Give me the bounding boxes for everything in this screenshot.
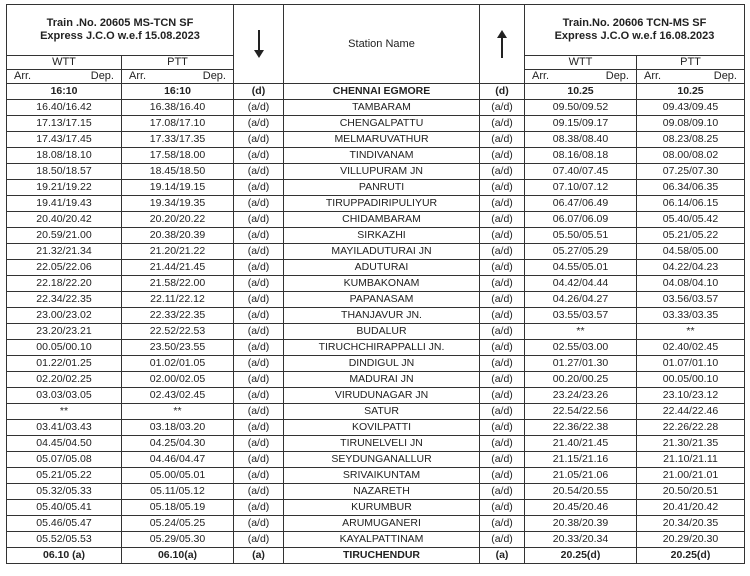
left-ptt-time: 01.02/01.05 [122, 356, 234, 372]
table-row [7, 116, 745, 132]
right-arr-dep-code: (a/d) [480, 292, 525, 308]
left-title-line2: Express J.C.O w.e.f 15.08.2023 [40, 30, 200, 42]
right-ptt-time: 08.23/08.25 [637, 132, 745, 148]
left-ptt-time: 19.14/19.15 [122, 180, 234, 196]
left-wtt-time: 23.00/23.02 [7, 308, 122, 324]
left-arr-dep-code: (a/d) [234, 164, 284, 180]
right-arr-dep-code: (a/d) [480, 276, 525, 292]
table-row [7, 308, 745, 324]
right-wtt-time: 21.05/21.06 [525, 468, 637, 484]
station-name: CHENNAI EGMORE [284, 84, 480, 100]
right-arr-dep-code: (a/d) [480, 308, 525, 324]
station-name: THANJAVUR JN. [284, 308, 480, 324]
table-row [7, 84, 745, 100]
right-wtt-arrdep [525, 70, 637, 84]
right-train-title [525, 5, 745, 56]
right-arr-dep-code: (a/d) [480, 436, 525, 452]
left-arr-dep-code: (a/d) [234, 356, 284, 372]
right-arr-dep-code: (a/d) [480, 404, 525, 420]
left-ptt-time: 19.34/19.35 [122, 196, 234, 212]
right-arr-dep-code: (a/d) [480, 420, 525, 436]
station-name: MELMARUVATHUR [284, 132, 480, 148]
left-arr-dep-code: (a/d) [234, 180, 284, 196]
right-wtt-time: 07.40/07.45 [525, 164, 637, 180]
left-ptt-time: 16:10 [122, 84, 234, 100]
station-name: KUMBAKONAM [284, 276, 480, 292]
right-ptt-time: 21.00/21.01 [637, 468, 745, 484]
right-ptt-time: 20.25(d) [637, 548, 745, 564]
table-row [7, 548, 745, 564]
left-ptt-time: 21.20/21.22 [122, 244, 234, 260]
right-ptt-time: 20.41/20.42 [637, 500, 745, 516]
table-row [7, 228, 745, 244]
right-arr-dep-code: (a/d) [480, 212, 525, 228]
right-arr-dep-code: (a/d) [480, 116, 525, 132]
right-wtt-time: 23.24/23.26 [525, 388, 637, 404]
left-arr-dep-code: (a/d) [234, 324, 284, 340]
right-wtt-time: 20.54/20.55 [525, 484, 637, 500]
left-ptt-time: 16.38/16.40 [122, 100, 234, 116]
left-train-title [7, 5, 234, 56]
left-ptt-time: 22.11/22.12 [122, 292, 234, 308]
right-arr-dep-code: (a/d) [480, 164, 525, 180]
table-row [7, 164, 745, 180]
header-row [7, 5, 745, 56]
table-row [7, 436, 745, 452]
left-ptt-arrdep [122, 70, 234, 84]
left-wtt-time: 01.22/01.25 [7, 356, 122, 372]
left-ptt-time: 17.08/17.10 [122, 116, 234, 132]
right-wtt-time: 21.40/21.45 [525, 436, 637, 452]
right-arr-dep-code: (a/d) [480, 532, 525, 548]
left-wtt-time: 05.46/05.47 [7, 516, 122, 532]
left-wtt-time: 05.32/05.33 [7, 484, 122, 500]
right-wtt-time: 04.26/04.27 [525, 292, 637, 308]
right-wtt-time: 09.15/09.17 [525, 116, 637, 132]
right-arr-dep-code: (a) [480, 548, 525, 564]
table-row [7, 132, 745, 148]
left-ptt-time: 23.50/23.55 [122, 340, 234, 356]
right-wtt-time: 20.25(d) [525, 548, 637, 564]
left-wtt-time: 16:10 [7, 84, 122, 100]
right-ptt-time: 20.50/20.51 [637, 484, 745, 500]
station-name: VIRUDUNAGAR JN [284, 388, 480, 404]
right-arr-dep-code: (a/d) [480, 468, 525, 484]
left-ptt-time: 21.44/21.45 [122, 260, 234, 276]
left-arr-dep-code: (a/d) [234, 452, 284, 468]
left-ptt-time: 22.33/22.35 [122, 308, 234, 324]
left-arr-dep-code: (a/d) [234, 404, 284, 420]
right-wtt-time: 22.36/22.38 [525, 420, 637, 436]
left-arr-dep-code: (a/d) [234, 212, 284, 228]
right-arr-dep-code: (a/d) [480, 516, 525, 532]
table-row [7, 148, 745, 164]
right-wtt-time: 06.47/06.49 [525, 196, 637, 212]
right-ptt-time: 22.26/22.28 [637, 420, 745, 436]
table-row [7, 100, 745, 116]
right-ptt-time: 05.40/05.42 [637, 212, 745, 228]
station-name: TIRUCHCHIRAPPALLI JN. [284, 340, 480, 356]
left-arr-dep-code: (a/d) [234, 388, 284, 404]
right-title-line1: Train.No. 20606 TCN-MS SF [562, 17, 707, 29]
arr-label: Arr. [129, 70, 147, 82]
right-wtt-time: ** [525, 324, 637, 340]
right-arr-dep-code: (a/d) [480, 500, 525, 516]
right-arr-dep-code: (a/d) [480, 372, 525, 388]
left-wtt-time: 22.34/22.35 [7, 292, 122, 308]
right-wtt-time: 05.27/05.29 [525, 244, 637, 260]
right-arr-dep-code: (a/d) [480, 260, 525, 276]
left-ptt-time: 02.43/02.45 [122, 388, 234, 404]
left-arr-dep-code: (a/d) [234, 436, 284, 452]
station-name: KURUMBUR [284, 500, 480, 516]
station-name: TIRUPPADIRIPULIYUR [284, 196, 480, 212]
station-name: KAYALPATTINAM [284, 532, 480, 548]
right-ptt-time: 04.08/04.10 [637, 276, 745, 292]
right-ptt-time: 03.56/03.57 [637, 292, 745, 308]
right-wtt-time: 07.10/07.12 [525, 180, 637, 196]
left-ptt-time: 04.25/04.30 [122, 436, 234, 452]
left-wtt-time: 05.40/05.41 [7, 500, 122, 516]
left-wtt-label: WTT [7, 56, 122, 70]
station-name: KOVILPATTI [284, 420, 480, 436]
left-wtt-time: 19.21/19.22 [7, 180, 122, 196]
right-arr-dep-code: (a/d) [480, 388, 525, 404]
table-row [7, 356, 745, 372]
right-wtt-time: 01.27/01.30 [525, 356, 637, 372]
left-ptt-time: 17.33/17.35 [122, 132, 234, 148]
table-row [7, 404, 745, 420]
left-arr-dep-code: (a/d) [234, 500, 284, 516]
station-name: DINDIGUL JN [284, 356, 480, 372]
right-title-line2: Express J.C.O w.e.f 16.08.2023 [554, 30, 715, 42]
table-row [7, 180, 745, 196]
left-wtt-time: 05.07/05.08 [7, 452, 122, 468]
left-wtt-time: 17.13/17.15 [7, 116, 122, 132]
left-wtt-time: 22.05/22.06 [7, 260, 122, 276]
right-ptt-time: 21.10/21.11 [637, 452, 745, 468]
left-arr-dep-code: (a/d) [234, 516, 284, 532]
station-name: NAZARETH [284, 484, 480, 500]
left-ptt-time: 05.29/05.30 [122, 532, 234, 548]
left-ptt-label: PTT [122, 56, 234, 70]
right-wtt-time: 09.50/09.52 [525, 100, 637, 116]
left-arr-dep-code: (a/d) [234, 532, 284, 548]
right-ptt-time: 05.21/05.22 [637, 228, 745, 244]
arr-label: Arr. [644, 70, 662, 82]
left-arr-dep-code: (a/d) [234, 292, 284, 308]
left-arr-dep-code: (d) [234, 84, 284, 100]
station-name: TIRUCHENDUR [284, 548, 480, 564]
right-wtt-time: 22.54/22.56 [525, 404, 637, 420]
station-name: TAMBARAM [284, 100, 480, 116]
right-wtt-time: 08.16/08.18 [525, 148, 637, 164]
left-arr-dep-code: (a/d) [234, 468, 284, 484]
right-arr-dep-code: (a/d) [480, 244, 525, 260]
right-wtt-time: 10.25 [525, 84, 637, 100]
right-wtt-time: 04.55/05.01 [525, 260, 637, 276]
table-row [7, 292, 745, 308]
arrow-up-icon [496, 29, 508, 59]
left-wtt-arrdep [7, 70, 122, 84]
right-wtt-time: 20.33/20.34 [525, 532, 637, 548]
right-wtt-time: 21.15/21.16 [525, 452, 637, 468]
table-row [7, 324, 745, 340]
station-name: SRIVAIKUNTAM [284, 468, 480, 484]
station-name: MADURAI JN [284, 372, 480, 388]
table-row [7, 340, 745, 356]
right-arr-dep-code: (a/d) [480, 340, 525, 356]
right-ptt-time: 20.34/20.35 [637, 516, 745, 532]
station-name: SATUR [284, 404, 480, 420]
left-arr-dep-code: (a/d) [234, 308, 284, 324]
arr-label: Arr. [14, 70, 32, 82]
right-wtt-time: 00.20/00.25 [525, 372, 637, 388]
left-arr-dep-code: (a/d) [234, 148, 284, 164]
right-wtt-time: 05.50/05.51 [525, 228, 637, 244]
right-arr-dep-code: (a/d) [480, 100, 525, 116]
right-ptt-time: 22.44/22.46 [637, 404, 745, 420]
left-wtt-time: 05.52/05.53 [7, 532, 122, 548]
up-arrow-cell [480, 5, 525, 84]
left-arr-dep-code: (a/d) [234, 340, 284, 356]
right-ptt-time: 04.22/04.23 [637, 260, 745, 276]
station-name: TIRUNELVELI JN [284, 436, 480, 452]
left-arr-dep-code: (a/d) [234, 276, 284, 292]
right-ptt-time: 00.05/00.10 [637, 372, 745, 388]
left-ptt-time: 06.10(a) [122, 548, 234, 564]
table-row [7, 276, 745, 292]
table-row [7, 484, 745, 500]
dep-label: Dep. [605, 70, 629, 82]
timetable-body [7, 5, 745, 564]
table-row [7, 196, 745, 212]
left-wtt-time: ** [7, 404, 122, 420]
left-arr-dep-code: (a/d) [234, 228, 284, 244]
left-arr-dep-code: (a/d) [234, 372, 284, 388]
right-ptt-time: 06.14/06.15 [637, 196, 745, 212]
left-ptt-time: 20.20/20.22 [122, 212, 234, 228]
right-arr-dep-code: (d) [480, 84, 525, 100]
right-wtt-time: 06.07/06.09 [525, 212, 637, 228]
left-wtt-time: 03.41/03.43 [7, 420, 122, 436]
table-row [7, 244, 745, 260]
right-arr-dep-code: (a/d) [480, 132, 525, 148]
right-ptt-time: 09.08/09.10 [637, 116, 745, 132]
left-wtt-time: 18.50/18.57 [7, 164, 122, 180]
right-ptt-time: 09.43/09.45 [637, 100, 745, 116]
table-row [7, 212, 745, 228]
right-wtt-time: 20.45/20.46 [525, 500, 637, 516]
left-wtt-time: 04.45/04.50 [7, 436, 122, 452]
left-ptt-time: 05.24/05.25 [122, 516, 234, 532]
left-arr-dep-code: (a/d) [234, 260, 284, 276]
left-title-line1: Train .No. 20605 MS-TCN SF [46, 17, 194, 29]
table-row [7, 388, 745, 404]
right-arr-dep-code: (a/d) [480, 484, 525, 500]
station-name: PANRUTI [284, 180, 480, 196]
right-ptt-time: 07.25/07.30 [637, 164, 745, 180]
left-wtt-time: 05.21/05.22 [7, 468, 122, 484]
left-wtt-time: 06.10 (a) [7, 548, 122, 564]
left-ptt-time: 21.58/22.00 [122, 276, 234, 292]
left-wtt-time: 00.05/00.10 [7, 340, 122, 356]
arr-label: Arr. [532, 70, 550, 82]
right-ptt-arrdep [637, 70, 745, 84]
left-arr-dep-code: (a/d) [234, 132, 284, 148]
station-name-header: Station Name [284, 5, 480, 84]
left-wtt-time: 19.41/19.43 [7, 196, 122, 212]
station-name: SIRKAZHI [284, 228, 480, 244]
station-name: SEYDUNGANALLUR [284, 452, 480, 468]
right-arr-dep-code: (a/d) [480, 228, 525, 244]
timetable-sheet [6, 4, 745, 564]
left-arr-dep-code: (a/d) [234, 244, 284, 260]
left-wtt-time: 20.40/20.42 [7, 212, 122, 228]
left-arr-dep-code: (a/d) [234, 116, 284, 132]
table-row [7, 372, 745, 388]
left-wtt-time: 02.20/02.25 [7, 372, 122, 388]
right-arr-dep-code: (a/d) [480, 452, 525, 468]
left-ptt-time: ** [122, 404, 234, 420]
arrow-down-icon [253, 29, 265, 59]
left-ptt-time: 20.38/20.39 [122, 228, 234, 244]
left-ptt-time: 05.18/05.19 [122, 500, 234, 516]
timetable [6, 4, 745, 564]
table-row [7, 500, 745, 516]
right-ptt-time: ** [637, 324, 745, 340]
right-arr-dep-code: (a/d) [480, 180, 525, 196]
down-arrow-cell [234, 5, 284, 84]
station-name: CHIDAMBARAM [284, 212, 480, 228]
left-arr-dep-code: (a/d) [234, 196, 284, 212]
right-arr-dep-code: (a/d) [480, 324, 525, 340]
right-wtt-time: 08.38/08.40 [525, 132, 637, 148]
dep-label: Dep. [713, 70, 737, 82]
left-arr-dep-code: (a/d) [234, 420, 284, 436]
left-wtt-time: 22.18/22.20 [7, 276, 122, 292]
right-ptt-time: 08.00/08.02 [637, 148, 745, 164]
table-row [7, 452, 745, 468]
right-wtt-label: WTT [525, 56, 637, 70]
left-ptt-time: 22.52/22.53 [122, 324, 234, 340]
dep-label: Dep. [202, 70, 226, 82]
table-row [7, 516, 745, 532]
left-arr-dep-code: (a) [234, 548, 284, 564]
station-name: BUDALUR [284, 324, 480, 340]
right-ptt-time: 23.10/23.12 [637, 388, 745, 404]
left-wtt-time: 21.32/21.34 [7, 244, 122, 260]
left-ptt-time: 18.45/18.50 [122, 164, 234, 180]
right-arr-dep-code: (a/d) [480, 356, 525, 372]
left-ptt-time: 04.46/04.47 [122, 452, 234, 468]
left-wtt-time: 23.20/23.21 [7, 324, 122, 340]
station-name: PAPANASAM [284, 292, 480, 308]
right-arr-dep-code: (a/d) [480, 148, 525, 164]
table-row [7, 260, 745, 276]
left-ptt-time: 03.18/03.20 [122, 420, 234, 436]
station-name: TINDIVANAM [284, 148, 480, 164]
left-wtt-time: 18.08/18.10 [7, 148, 122, 164]
right-ptt-time: 20.29/20.30 [637, 532, 745, 548]
dep-label: Dep. [90, 70, 114, 82]
right-ptt-time: 01.07/01.10 [637, 356, 745, 372]
left-wtt-time: 17.43/17.45 [7, 132, 122, 148]
right-wtt-time: 04.42/04.44 [525, 276, 637, 292]
right-arr-dep-code: (a/d) [480, 196, 525, 212]
right-wtt-time: 20.38/20.39 [525, 516, 637, 532]
station-name: ADUTURAI [284, 260, 480, 276]
right-wtt-time: 02.55/03.00 [525, 340, 637, 356]
station-name: MAYILADUTURAI JN [284, 244, 480, 260]
table-row [7, 532, 745, 548]
station-name: ARUMUGANERI [284, 516, 480, 532]
station-name: VILLUPURAM JN [284, 164, 480, 180]
right-ptt-label: PTT [637, 56, 745, 70]
right-ptt-time: 21.30/21.35 [637, 436, 745, 452]
right-ptt-time: 02.40/02.45 [637, 340, 745, 356]
right-ptt-time: 04.58/05.00 [637, 244, 745, 260]
right-wtt-time: 03.55/03.57 [525, 308, 637, 324]
left-ptt-time: 17.58/18.00 [122, 148, 234, 164]
left-wtt-time: 03.03/03.05 [7, 388, 122, 404]
table-row [7, 468, 745, 484]
left-wtt-time: 20.59/21.00 [7, 228, 122, 244]
left-arr-dep-code: (a/d) [234, 484, 284, 500]
right-ptt-time: 06.34/06.35 [637, 180, 745, 196]
left-arr-dep-code: (a/d) [234, 100, 284, 116]
right-ptt-time: 10.25 [637, 84, 745, 100]
left-wtt-time: 16.40/16.42 [7, 100, 122, 116]
left-ptt-time: 02.00/02.05 [122, 372, 234, 388]
left-ptt-time: 05.00/05.01 [122, 468, 234, 484]
right-ptt-time: 03.33/03.35 [637, 308, 745, 324]
left-ptt-time: 05.11/05.12 [122, 484, 234, 500]
station-name: CHENGALPATTU [284, 116, 480, 132]
table-row [7, 420, 745, 436]
